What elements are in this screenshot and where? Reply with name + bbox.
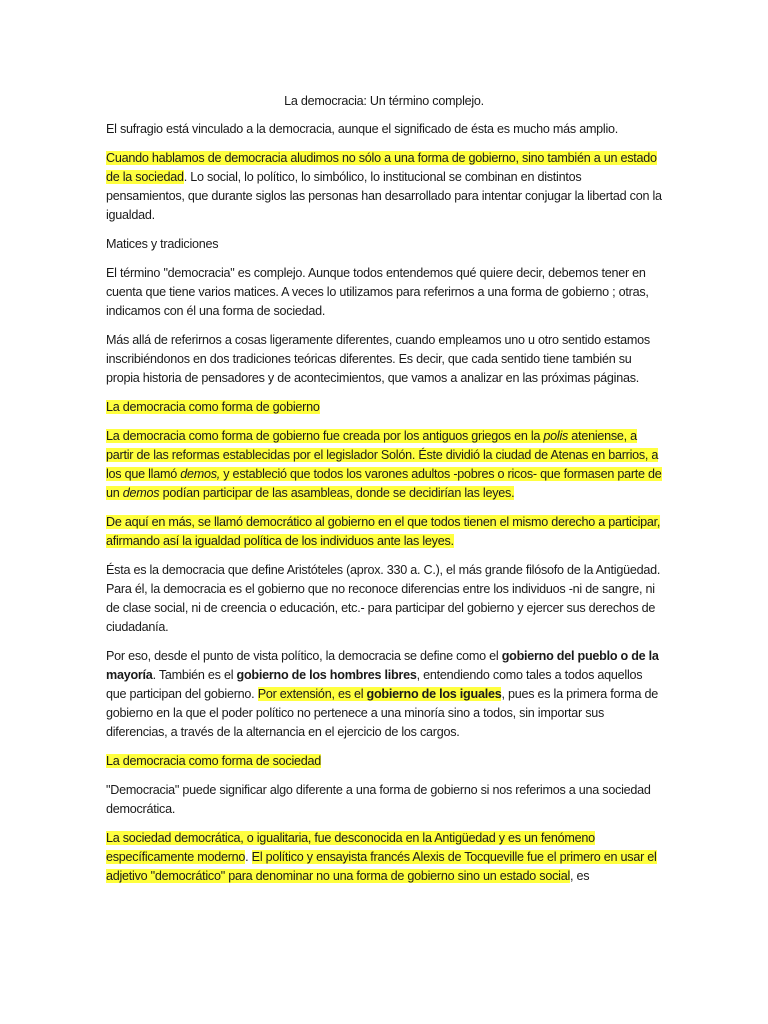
text-segment: , entendiendo como tales a todos aquellos que participan del gobierno. [106,668,643,701]
paragraph-tradiciones-teoricas: Más allá de referirnos a cosas ligeramente diferentes, cuando empleamos uno u otro sentido estamos inscribiéndonos en dos tradiciones teóricas diferentes. Es decir, que cada sentido tiene también su propia historia de pensadores y de acontecimientos, que vamos a analizar en las próximas páginas. [106,333,650,385]
highlight-heading: La democracia como forma de gobierno [106,400,320,414]
text-segment: . [245,850,252,864]
bold-gobierno-pueblo: gobierno del pueblo o de la mayoría [106,649,659,682]
paragraph-gobierno-pueblo [106,647,662,742]
heading-forma-sociedad [106,752,662,771]
highlight-heading: La democracia como forma de sociedad [106,754,322,768]
heading-matices: Matices y tradiciones [106,237,219,251]
paragraph-democracia-aludimos [106,149,662,225]
paragraph-text: . Lo social, lo político, lo simbólico, lo institucional se combinan en distintos pensamientos, que durante siglos las personas han desarrollado para intentar conjugar la libertad con la igualdad. [106,170,662,222]
italic-polis: polis [543,429,569,443]
text-segment: Por extensión, es el [257,687,367,701]
paragraph-tocqueville [106,829,662,886]
paragraph-sociedad-democratica: "Democracia" puede significar algo diferente a una forma de gobierno si nos referimos a una sociedad democrática. [106,783,651,816]
paragraph-griegos-polis [106,427,662,503]
highlight-griegos [106,429,662,500]
text-segment: Por eso, desde el punto de vista político, la democracia se define como el [106,649,502,663]
italic-demos: demos [122,486,160,500]
bold-gobierno-iguales: gobierno de los iguales [366,687,502,701]
text-segment: ateniense, a partir de las reformas establecidas por el legislador Solón. Éste dividió la ciudad de Atenas en barrios, a los que llamó [106,429,659,481]
paragraph-igualdad-politica [106,513,662,551]
text-segment: , pues es la primera forma de gobierno en la que el poder político no pertenece a una minoría sino a todos, sin importar sus diferencias, a través de la alternancia en el ejercicio de los cargos. [106,687,658,739]
document-title: La democracia: Un término complejo. [284,94,484,108]
paragraph-termino-complejo: El término "democracia" es complejo. Aunque todos entendemos qué quiere decir, debemos tener en cuenta que tiene varios matices. A veces lo utilizamos para referirnos a una forma de gobierno ; otras, indicamos con él una forma de sociedad. [106,266,649,318]
highlight-igualitaria: La sociedad democrática, o igualitaria, fue desconocida en la Antigüedad y es un fenómeno específicamente moderno [106,831,595,864]
highlight-forma-gobierno-sociedad: Cuando hablamos de democracia aludimos no sólo a una forma de gobierno, sino también a un estado de la sociedad [106,151,657,184]
text-segment: y estableció que todos los varones adultos -pobres o ricos- que formasen parte de un [106,467,662,500]
document-body [106,92,662,896]
heading-forma-gobierno [106,398,662,417]
highlight-igualdad: De aquí en más, se llamó democrático al gobierno en el que todos tienen el mismo derecho a participar, afirmando así la igualdad política de los individuos ante las leyes. [106,515,661,548]
bold-hombres-libres: gobierno de los hombres libres [236,668,417,682]
highlight-iguales [258,687,502,701]
text-segment: La democracia como forma de gobierno fue creada por los antiguos griegos en la [106,429,544,443]
text-segment: El político y ensayista francés Alexis de Tocqueville fue el primero en usar el adjetivo "democrático" para denominar no una forma de gobierno sino un estado social [106,850,657,883]
text-segment: , es [570,869,590,883]
paragraph-aristoteles: Ésta es la democracia que define Aristóteles (aprox. 330 a. C.), el más grande filósofo de la Antigüedad. Para él, la democracia es el gobierno que no reconoce diferencias entre los individuos -ni de sangre, ni de clase social, ni de creencia o educación, etc.- para participar del gobierno y ejercer sus derechos de ciudadanía. [106,563,661,634]
text-segment: podían participar de las asambleas, donde se decidirían las leyes. [159,486,515,500]
italic-demos: demos, [180,467,221,481]
text-segment: . También es el [152,668,237,682]
paragraph-sufragio: El sufragio está vinculado a la democracia, aunque el significado de ésta es mucho más amplio. [106,122,619,136]
